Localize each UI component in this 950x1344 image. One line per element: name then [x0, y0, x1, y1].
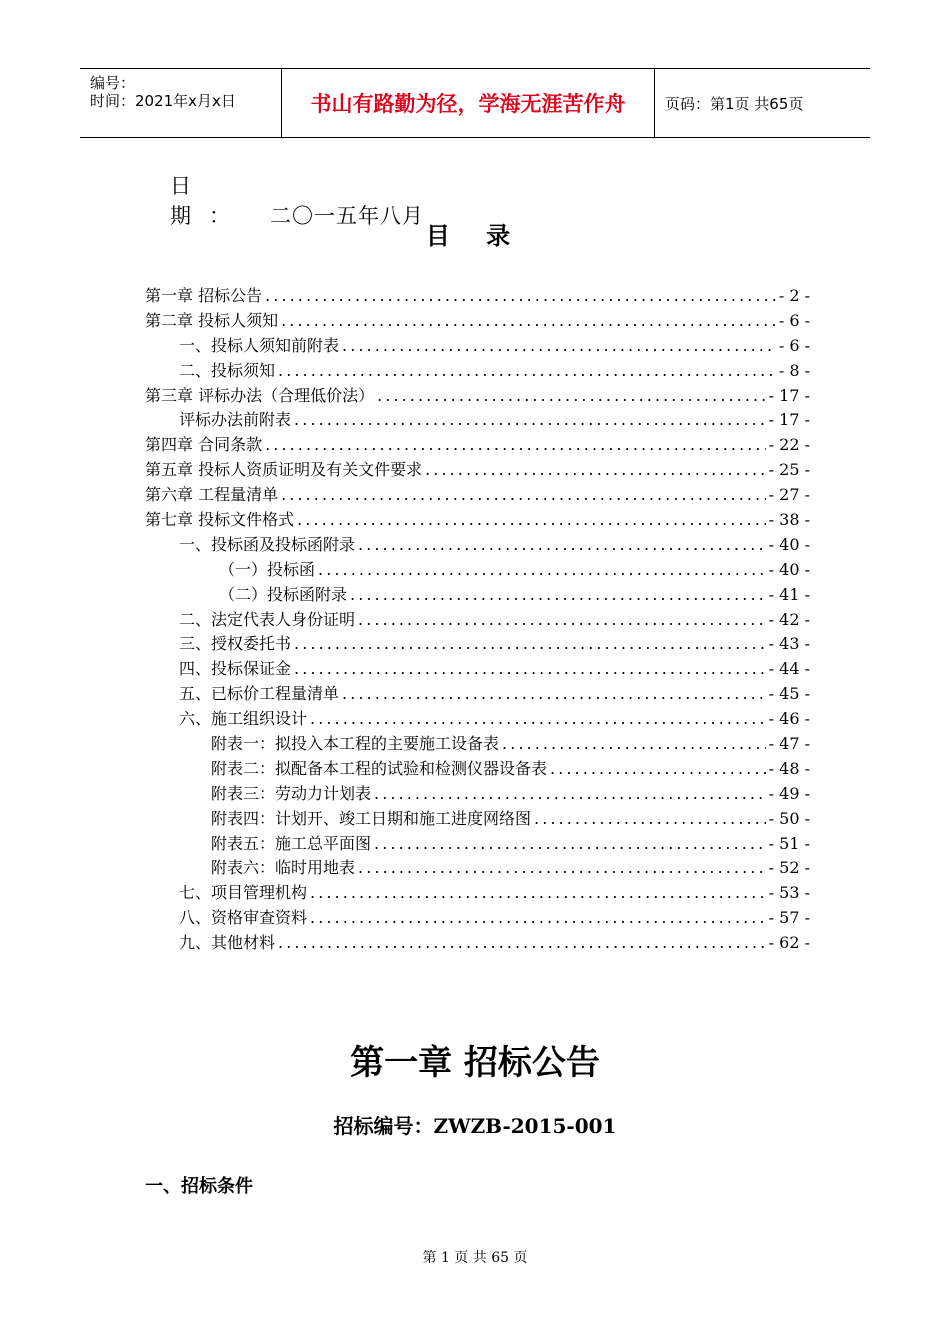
toc-entry-title: 第五章 投标人资质证明及有关文件要求 — [145, 460, 423, 480]
toc-entry[interactable] — [145, 359, 810, 384]
header-motto: 书山有路勤为径，学海无涯苦作舟 — [281, 69, 655, 137]
toc-leader-dots — [374, 782, 766, 807]
toc-entry[interactable] — [145, 384, 810, 409]
toc-entry[interactable] — [145, 931, 810, 956]
toc-leader-dots — [550, 757, 766, 782]
toc-leader-dots — [294, 408, 766, 433]
toc-entry-page: - 44 - — [768, 659, 810, 679]
toc-leader-dots — [294, 632, 766, 657]
toc-entry-title: 一、投标人须知前附表 — [179, 335, 340, 355]
toc-entry[interactable] — [145, 632, 810, 657]
toc-entry-page: - 47 - — [768, 734, 810, 754]
page-footer: 第 1 页 共 65 页 — [422, 1250, 528, 1266]
toc-leader-dots — [278, 931, 766, 956]
toc-leader-dots — [265, 284, 776, 309]
toc-leader-dots — [358, 856, 766, 881]
toc-leader-dots — [281, 309, 776, 334]
toc-entry-page: - 17 - — [768, 410, 810, 430]
toc-entry-page: - 57 - — [768, 908, 810, 928]
table-of-contents — [145, 284, 810, 956]
toc-entry-title: 评标办法前附表 — [179, 410, 292, 430]
number-label: 编号： — [90, 74, 136, 92]
toc-leader-dots — [310, 707, 766, 732]
toc-entry-page: - 25 - — [768, 460, 810, 480]
toc-entry[interactable] — [145, 284, 810, 309]
toc-leader-dots — [318, 558, 766, 583]
toc-entry-page: - 46 - — [768, 709, 810, 729]
toc-leader-dots — [425, 458, 766, 483]
toc-entry-page: - 6 - — [778, 310, 810, 330]
time-label: 时间：2021年x月x日 — [90, 92, 236, 110]
toc-entry-page: - 48 - — [768, 758, 810, 778]
toc-entry-title: 一、投标函及投标函附录 — [179, 534, 356, 554]
toc-entry-title: 第二章 投标人须知 — [145, 310, 279, 330]
toc-entry[interactable] — [145, 558, 810, 583]
toc-entry-title: 第四章 合同条款 — [145, 435, 263, 455]
toc-entry-page: - 6 - — [778, 335, 810, 355]
toc-entry-title: 附表四：计划开、竣工日期和施工进度网络图 — [211, 808, 532, 828]
toc-leader-dots — [358, 608, 766, 633]
toc-entry[interactable] — [145, 433, 810, 458]
toc-entry-title: 九、其他材料 — [179, 933, 276, 953]
toc-entry[interactable] — [145, 856, 810, 881]
toc-entry-page: - 27 - — [768, 485, 810, 505]
toc-entry[interactable] — [145, 807, 810, 832]
toc-entry-title: 三、授权委托书 — [179, 634, 292, 654]
toc-entry[interactable] — [145, 583, 810, 608]
toc-leader-dots — [294, 657, 766, 682]
toc-entry[interactable] — [145, 458, 810, 483]
toc-entry-title: 附表五：施工总平面图 — [211, 833, 372, 853]
toc-entry-page: - 41 - — [768, 584, 810, 604]
toc-entry[interactable] — [145, 533, 810, 558]
toc-entry[interactable] — [145, 408, 810, 433]
toc-entry[interactable] — [145, 881, 810, 906]
toc-entry-page: - 43 - — [768, 634, 810, 654]
toc-entry[interactable] — [145, 682, 810, 707]
section-title: 一、招标条件 — [145, 1176, 253, 1197]
toc-entry-page: - 17 - — [768, 385, 810, 405]
toc-entry-title: 第六章 工程量清单 — [145, 485, 279, 505]
toc-entry-title: 附表二：拟配备本工程的试验和检测仪器设备表 — [211, 758, 548, 778]
toc-entry[interactable] — [145, 757, 810, 782]
header-page-info: 页码：第1页 共65页 — [665, 94, 804, 113]
toc-entry[interactable] — [145, 732, 810, 757]
toc-entry-page: - 51 - — [768, 833, 810, 853]
toc-leader-dots — [342, 334, 776, 359]
bid-number: 招标编号：ZWZB-2015-001 — [333, 1114, 617, 1138]
toc-leader-dots — [297, 508, 766, 533]
toc-entry-title: （二）投标函附录 — [219, 584, 348, 604]
toc-entry-page: - 45 - — [768, 684, 810, 704]
header-left-cell — [80, 69, 280, 137]
toc-entry-title: （一）投标函 — [219, 559, 316, 579]
toc-entry-title: 二、投标须知 — [179, 360, 276, 380]
toc-entry[interactable] — [145, 334, 810, 359]
toc-entry-title: 第一章 招标公告 — [145, 286, 263, 305]
toc-entry-title: 附表一：拟投入本工程的主要施工设备表 — [211, 734, 500, 754]
toc-entry-page: - 38 - — [768, 510, 810, 530]
toc-entry-page: - 50 - — [768, 808, 810, 828]
toc-entry-title: 第七章 投标文件格式 — [145, 510, 295, 530]
toc-leader-dots — [502, 732, 766, 757]
toc-entry-title: 五、已标价工程量清单 — [179, 684, 340, 704]
toc-entry-title: 八、资格审查资料 — [179, 908, 308, 928]
toc-entry[interactable] — [145, 657, 810, 682]
toc-entry-page: - 2 - — [778, 286, 810, 305]
toc-entry[interactable] — [145, 832, 810, 857]
toc-leader-dots — [342, 682, 766, 707]
toc-leader-dots — [265, 433, 766, 458]
toc-leader-dots — [374, 832, 766, 857]
toc-leader-dots — [358, 533, 766, 558]
toc-leader-dots — [278, 359, 776, 384]
toc-entry[interactable] — [145, 508, 810, 533]
toc-entry-title: 附表六：临时用地表 — [211, 858, 356, 878]
toc-entry-page: - 53 - — [768, 883, 810, 903]
toc-leader-dots — [377, 384, 766, 409]
chapter-title: 第一章 招标公告 — [350, 1043, 600, 1083]
header-table — [80, 68, 870, 138]
toc-entry-title: 第三章 评标办法（合理低价法） — [145, 385, 375, 405]
toc-entry[interactable] — [145, 309, 810, 334]
toc-entry-title: 六、施工组织设计 — [179, 709, 308, 729]
toc-entry[interactable] — [145, 483, 810, 508]
toc-entry[interactable] — [145, 707, 810, 732]
toc-entry[interactable] — [145, 608, 810, 633]
toc-entry-page: - 52 - — [768, 858, 810, 878]
toc-leader-dots — [281, 483, 766, 508]
toc-leader-dots — [350, 583, 766, 608]
date-label: 日 期： — [170, 174, 248, 228]
toc-entry-page: - 22 - — [768, 435, 810, 455]
date-value: 二〇一五年八月 — [270, 204, 424, 228]
toc-entry-page: - 62 - — [768, 933, 810, 953]
toc-entry-page: - 40 - — [768, 534, 810, 554]
toc-entry-title: 七、项目管理机构 — [179, 883, 308, 903]
toc-leader-dots — [310, 906, 766, 931]
toc-entry-page: - 8 - — [778, 360, 810, 380]
toc-leader-dots — [534, 807, 766, 832]
toc-entry-page: - 42 - — [768, 609, 810, 629]
toc-entry-page: - 49 - — [768, 783, 810, 803]
toc-entry-title: 二、法定代表人身份证明 — [179, 609, 356, 629]
toc-entry-page: - 40 - — [768, 559, 810, 579]
toc-entry[interactable] — [145, 906, 810, 931]
toc-title: 目 录 — [425, 221, 525, 250]
toc-entry[interactable] — [145, 782, 810, 807]
toc-entry-title: 四、投标保证金 — [179, 659, 292, 679]
toc-leader-dots — [310, 881, 766, 906]
toc-entry-title: 附表三：劳动力计划表 — [211, 783, 372, 803]
